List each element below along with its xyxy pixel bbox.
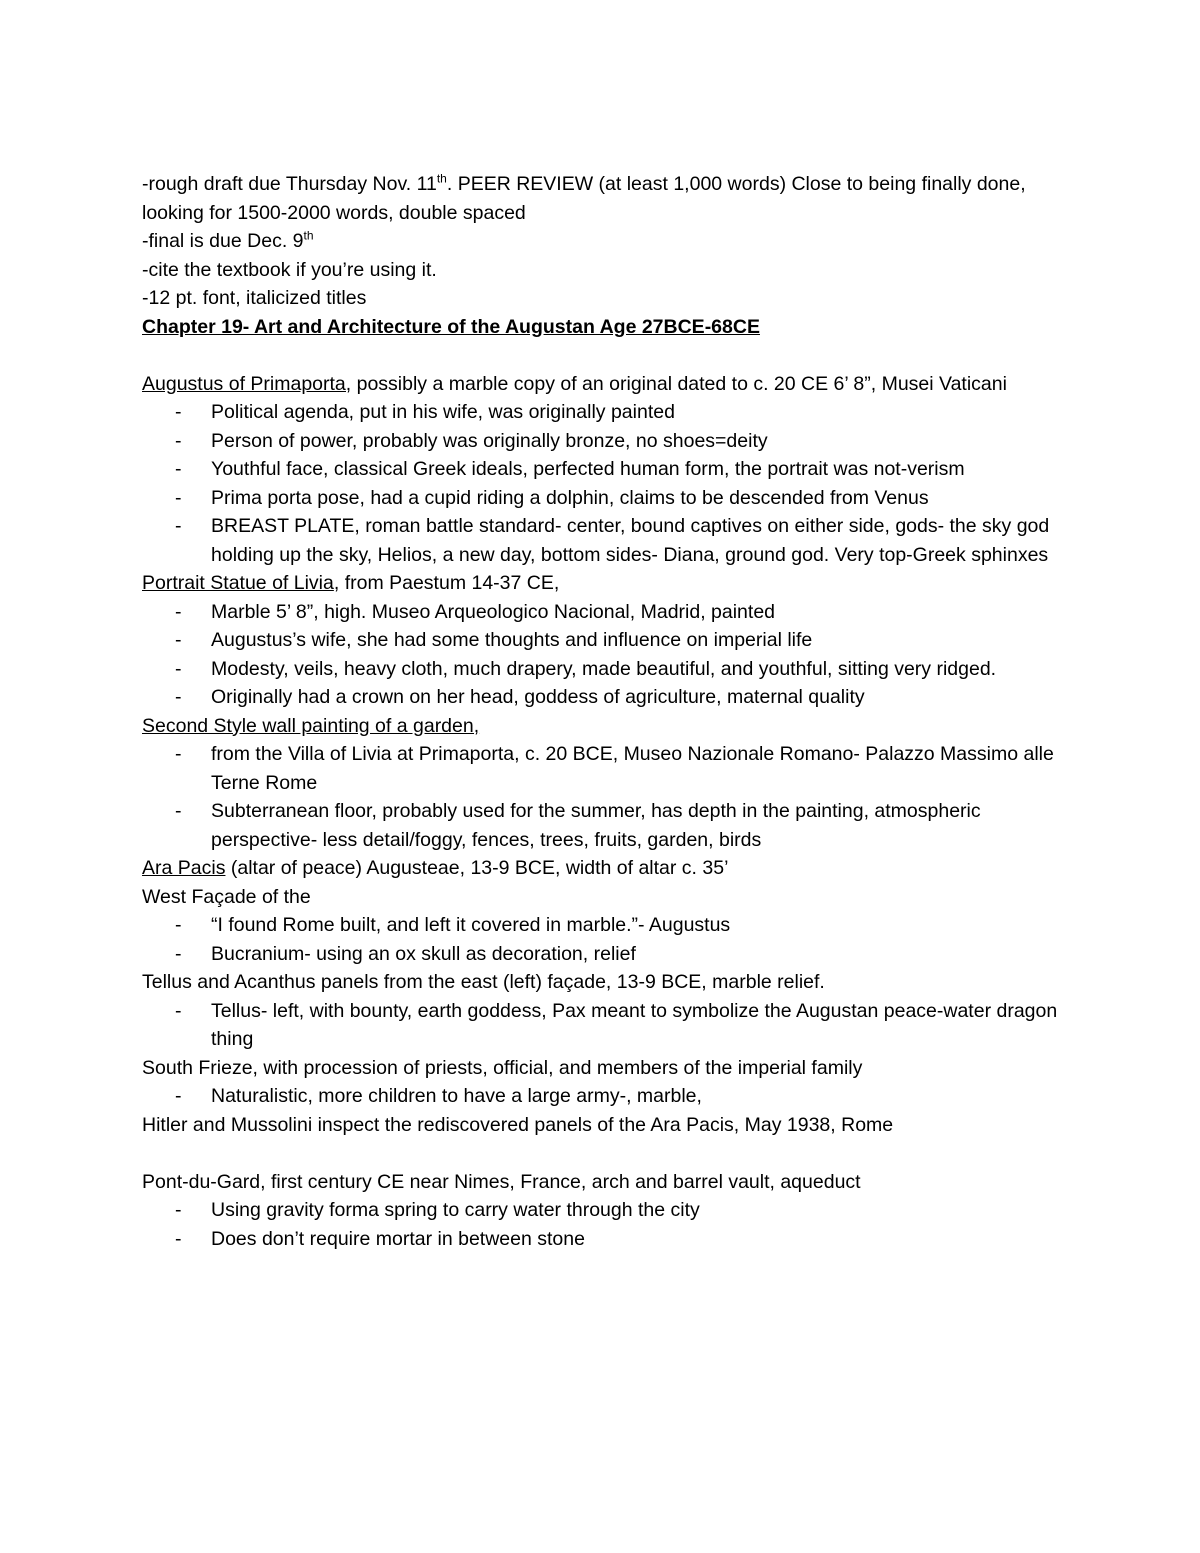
bullet-dash: - [175, 1085, 182, 1107]
list-item [142, 484, 1062, 513]
artwork-title: Augustus of Primaporta, [142, 372, 352, 395]
bullet-dash: - [175, 600, 182, 623]
intro-line-font: -12 pt. font, italicized titles [142, 287, 367, 309]
section-pont-du-gard: Pont-du-Gard, first century CE near Nimes, France, arch and barrel vault, aqueduct [142, 1170, 861, 1193]
artwork-title: Second Style wall painting of a garden, [142, 714, 480, 737]
list-item [142, 1082, 1062, 1111]
section-tellus: Tellus and Acanthus panels from the east (left) façade, 13-9 BCE, marble relief. [142, 971, 825, 993]
superscript: th [436, 171, 447, 186]
section-augustus [142, 370, 1062, 399]
section-south-frieze: South Frieze, with procession of priests, official, and members of the imperial family [142, 1056, 863, 1079]
west-facade-line: West Façade of the [142, 885, 311, 908]
list-item-text: Using gravity forma spring to carry water through the city [211, 1199, 700, 1221]
list-item-text: Does don’t require mortar in between stone [211, 1227, 585, 1250]
intro-text: . PEER REVIEW (at least 1,000 words) Close to being finally done, looking for 1500-2000 words, double spaced [142, 173, 1026, 224]
list-item [142, 797, 1062, 854]
artwork-details: possibly a marble copy of an original dated to c. 20 CE 6’ 8”, Musei Vaticani [351, 372, 1007, 395]
bullet-dash: - [175, 486, 182, 509]
section-garden [142, 712, 1062, 741]
list-item [142, 427, 1062, 456]
list-item-text: Political agenda, put in his wife, was originally painted [211, 401, 675, 423]
bullet-dash: - [175, 914, 182, 936]
bullet-dash: - [175, 1227, 182, 1250]
intro-text: -rough draft due Thursday Nov. 11 [142, 173, 437, 195]
bullet-dash: - [175, 686, 182, 708]
list-item-text: Prima porta pose, had a cupid riding a dolphin, claims to be descended from Venus [211, 486, 929, 509]
bullet-dash: - [175, 515, 182, 537]
list-item-text: “I found Rome built, and left it covered in marble.”- Augustus [211, 914, 731, 936]
artwork-details: , from Paestum 14-37 CE, [333, 572, 560, 594]
bullet-dash: - [175, 401, 182, 423]
list-item-text: Tellus- left, with bounty, earth goddess, Pax meant to symbolize the Augustan peace-water dragon thing [211, 999, 1058, 1050]
list-item [142, 911, 1062, 940]
list-item-text: Person of power, probably was originally bronze, no shoes=deity [211, 429, 768, 452]
list-item [142, 512, 1062, 569]
intro-line-cite: -cite the textbook if you’re using it. [142, 258, 437, 281]
bullet-dash: - [175, 942, 182, 965]
list-item-text: Naturalistic, more children to have a large army-, marble, [211, 1085, 702, 1107]
list-item-text: from the Villa of Livia at Primaporta, c. 20 BCE, Museo Nazionale Romano- Palazzo Massimo alle Terne Rome [211, 743, 1054, 794]
bullet-dash: - [175, 743, 182, 765]
intro-line-rough-draft [142, 170, 1062, 227]
section-livia [142, 569, 1062, 598]
list-item-text: Youthful face, classical Greek ideals, perfected human form, the portrait was not-verism [211, 458, 965, 480]
bullet-dash: - [175, 458, 182, 480]
bullet-dash: - [175, 800, 182, 822]
blank-line [142, 1139, 1062, 1168]
list-item [142, 626, 1062, 655]
blank-line [142, 341, 1062, 370]
list-item [142, 655, 1062, 684]
list-item-text: Marble 5’ 8”, high. Museo Arqueologico Nacional, Madrid, painted [211, 600, 776, 623]
list-item [142, 1196, 1062, 1225]
list-item-text: Augustus’s wife, she had some thoughts and influence on imperial life [211, 629, 813, 651]
list-item-text: Modesty, veils, heavy cloth, much drapery, made beautiful, and youthful, sitting very ridged. [211, 657, 997, 680]
superscript: th [303, 228, 314, 243]
intro-text: -final is due Dec. 9 [142, 230, 304, 252]
list-item [142, 740, 1062, 797]
list-item-text: Originally had a crown on her head, goddess of agriculture, maternal quality [211, 686, 865, 708]
list-item [142, 598, 1062, 627]
list-item-text: Subterranean floor, probably used for the summer, has depth in the painting, atmospheric perspective- less detail/foggy, fences, trees, fruits, garden, birds [211, 800, 981, 851]
list-item [142, 455, 1062, 484]
list-item-text: BREAST PLATE, roman battle standard- center, bound captives on either side, gods- the sky god holding up the sky, Helios, a new day, bottom sides- Diana, ground god. Very top-Greek sphinxes [211, 515, 1050, 566]
list-item [142, 940, 1062, 969]
bullet-dash: - [175, 429, 182, 452]
document-body [142, 170, 1062, 1253]
bullet-dash: - [175, 1199, 182, 1221]
chapter-heading: Chapter 19- Art and Architecture of the Augustan Age 27BCE-68CE [142, 315, 760, 338]
list-item [142, 1225, 1062, 1254]
artwork-title: Ara Pacis [142, 857, 226, 879]
intro-line-final [142, 227, 1062, 256]
list-item [142, 683, 1062, 712]
bullet-dash: - [175, 657, 182, 680]
hitler-mussolini-line: Hitler and Mussolini inspect the rediscovered panels of the Ara Pacis, May 1938, Rome [142, 1113, 894, 1136]
artwork-title: Portrait Statue of Livia [142, 572, 334, 594]
bullet-dash: - [175, 999, 182, 1022]
list-item-text: Bucranium- using an ox skull as decoration, relief [211, 942, 636, 965]
section-ara-pacis [142, 854, 1062, 883]
list-item [142, 997, 1062, 1054]
artwork-details: (altar of peace) Augusteae, 13-9 BCE, width of altar c. 35’ [225, 857, 729, 879]
list-item [142, 398, 1062, 427]
bullet-dash: - [175, 629, 182, 651]
